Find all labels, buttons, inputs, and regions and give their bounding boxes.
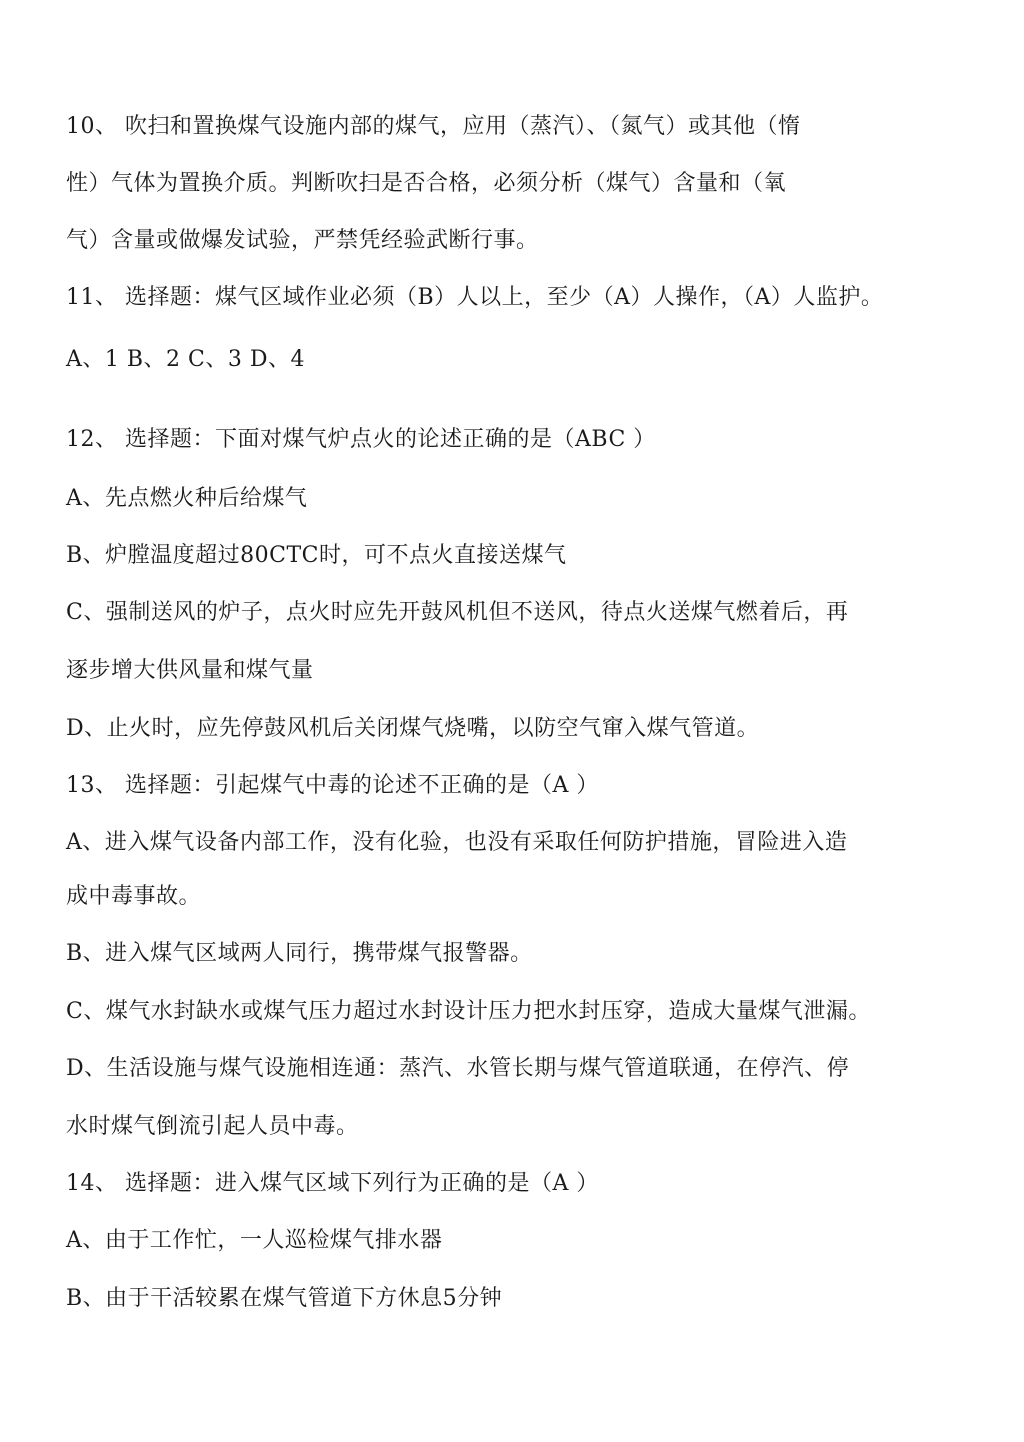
question-14-option-b: B、由于干活较累在煤气管道下方休息5分钟 xyxy=(66,1286,503,1311)
question-12-text: 12、 选择题：下面对煤气炉点火的论述正确的是（ABC ） xyxy=(66,427,656,452)
question-12-option-d: D、止火时，应先停鼓风机后关闭煤气烧嘴，以防空气窜入煤气管道。 xyxy=(66,716,760,741)
question-11-options: A、1 B、2 C、3 D、4 xyxy=(66,347,305,372)
question-13-option-a-line-2: 成中毒事故。 xyxy=(66,884,202,909)
question-13-option-d-line-1: D、生活设施与煤气设施相连通：蒸汽、水管长期与煤气管道联通，在停汽、停 xyxy=(66,1056,850,1081)
question-12-option-c-line-2: 逐步增大供风量和煤气量 xyxy=(66,658,314,683)
question-10-line-1: 10、 吹扫和置换煤气设施内部的煤气，应用（蒸汽）、（氮气）或其他（惰 xyxy=(66,114,801,139)
question-13-option-a-line-1: A、进入煤气设备内部工作，没有化验，也没有采取任何防护措施，冒险进入造 xyxy=(66,830,848,855)
question-13-text: 13、 选择题：引起煤气中毒的论述不正确的是（A ） xyxy=(66,773,599,798)
question-10-line-3: 气）含量或做爆发试验，严禁凭经验武断行事。 xyxy=(66,228,539,253)
question-12-option-a: A、先点燃火种后给煤气 xyxy=(66,486,308,511)
question-14-text: 14、 选择题：进入煤气区域下列行为正确的是（A ） xyxy=(66,1171,599,1196)
question-14-option-a: A、由于工作忙，一人巡检煤气排水器 xyxy=(66,1228,443,1253)
question-12-option-b: B、炉膛温度超过80CTC时，可不点火直接送煤气 xyxy=(66,543,567,568)
question-13-option-d-line-2: 水时煤气倒流引起人员中毒。 xyxy=(66,1114,359,1139)
question-12-option-c-line-1: C、强制送风的炉子，点火时应先开鼓风机但不送风，待点火送煤气燃着后，再 xyxy=(66,600,849,625)
question-11-text: 11、 选择题：煤气区域作业必须（B）人以上，至少（A）人操作，（A）人监护。 xyxy=(66,285,884,310)
question-13-option-b: B、进入煤气区域两人同行，携带煤气报警器。 xyxy=(66,941,533,966)
question-10-line-2: 性）气体为置换介质。判断吹扫是否合格，必须分析（煤气）含量和（氧 xyxy=(66,171,787,196)
question-13-option-c: C、煤气水封缺水或煤气压力超过水封设计压力把水封压穿，造成大量煤气泄漏。 xyxy=(66,999,871,1024)
